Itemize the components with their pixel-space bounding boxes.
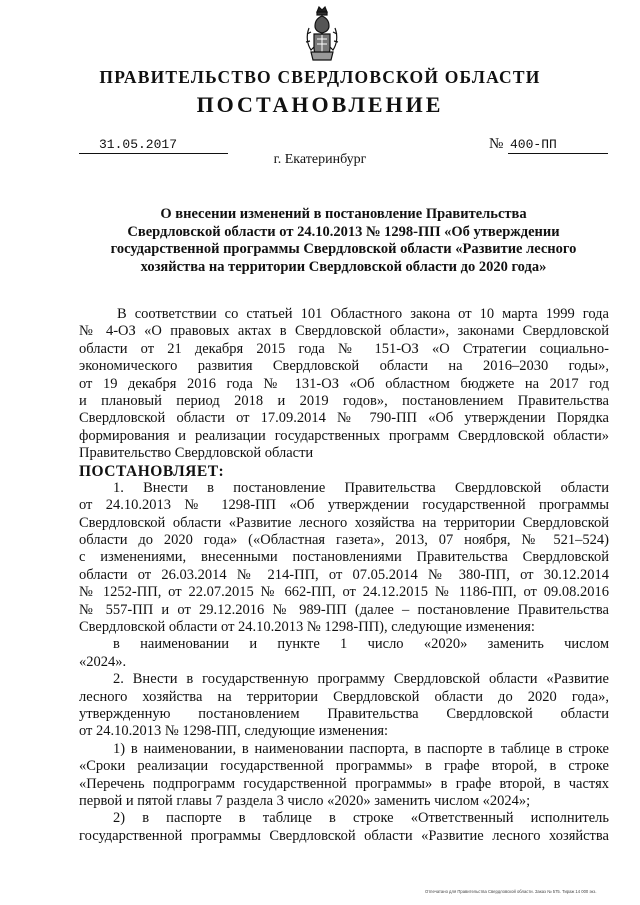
- resolution-heading: ПОСТАНОВЛЯЕТ:: [79, 462, 225, 480]
- body-line: «Сроки реализации государственной программы» в графе второй, в строке: [79, 758, 609, 775]
- city: г. Екатеринбург: [273, 152, 367, 167]
- body-line: Свердловской области «Развитие лесного хозяйства на территории Свердловской: [79, 514, 609, 531]
- body-line: первой и пятой главы 7 раздела 3 число «2020» заменить числом «2024»;: [79, 792, 531, 809]
- body-line: области от 21 декабря 2015 года № 151-ОЗ «О Стратегии социально-: [79, 340, 609, 357]
- title-line: О внесении изменений в постановление Правительства: [160, 206, 527, 222]
- title-line: Свердловской области от 24.10.2013 № 1298-ПП «Об утверждении: [127, 223, 560, 240]
- coat-of-arms-emblem: [303, 6, 341, 64]
- title-line: хозяйства на территории Свердловской области до 2020 года»: [140, 258, 547, 275]
- government-heading: ПРАВИТЕЛЬСТВО СВЕРДЛОВСКОЙ ОБЛАСТИ: [99, 67, 541, 87]
- print-footer: Отпечатано для Правительства Свердловской области. Заказ № 575. Тираж 14 000 экз.: [425, 889, 597, 894]
- title-line: государственной программы Свердловской области «Развитие лесного: [110, 241, 577, 257]
- number-label: №: [489, 136, 504, 152]
- body-line: области до 2020 года» («Областная газета», 2013, 07 ноября, № 521–524): [79, 532, 609, 549]
- body-line: 2) в паспорте в таблице в строке «Ответственный исполнитель: [113, 810, 609, 827]
- body-line: 1. Внести в постановление Правительства Свердловской области: [113, 479, 609, 496]
- body-line: в наименовании и пункте 1 число «2020» заменить числом: [113, 636, 609, 653]
- body-line: от 24.10.2013 № 1298-ПП, следующие изменения:: [79, 723, 389, 740]
- body-line: области от 26.03.2014 № 214-ПП, от 07.05.2014 № 380-ПП, от 30.12.2014: [79, 566, 609, 583]
- body-line: от 19 декабря 2016 года № 131-ОЗ «Об областном бюджете на 2017 год: [79, 375, 609, 392]
- body-line: Свердловской области от 17.09.2014 № 790-ПП «Об утверждении Порядка: [79, 410, 609, 427]
- body-line: «Перечень подпрограмм государственной программы» в графе второй, в частях: [79, 775, 609, 792]
- body-line: и плановый период 2018 и 2019 годов», постановлением Правительства: [79, 392, 609, 409]
- document-title: [80, 206, 607, 276]
- body-line: утвержденную постановлением Правительства Свердловской области: [79, 705, 609, 722]
- body-line: Правительство Свердловской области: [79, 445, 314, 462]
- body-line: 1) в наименовании, в наименовании паспорта, в паспорте в таблице в строке: [113, 740, 609, 757]
- body-line: Свердловской области от 24.10.2013 № 1298-ПП), следующие изменения:: [79, 619, 535, 636]
- document-date: 31.05.2017: [79, 137, 228, 154]
- body-line: «2024».: [79, 653, 127, 670]
- body-line: № 1252-ПП, от 22.07.2015 № 662-ПП, от 24.12.2015 № 1186-ПП, от 09.08.2016: [79, 584, 609, 601]
- body-line: лесного хозяйства на территории Свердловской области до 2020 года»,: [79, 688, 609, 705]
- document-number: 400-ПП: [508, 137, 608, 154]
- body-line: № 4-ОЗ «О правовых актах в Свердловской области», законами Свердловской: [79, 323, 609, 340]
- body-line: экономического развития Свердловской области на 2016–2030 годы»,: [79, 358, 609, 375]
- document-type: ПОСТАНОВЛЕНИЕ: [196, 92, 444, 117]
- document-body: [79, 306, 609, 845]
- body-line: № 557-ПП и от 29.12.2016 № 989-ПП (далее – постановление Правительства: [79, 601, 609, 618]
- body-line: от 24.10.2013 № 1298-ПП «Об утверждении государственной программы: [79, 497, 609, 514]
- body-line: В соответствии со статьей 101 Областного закона от 10 марта 1999 года: [117, 306, 609, 322]
- body-line: формирования и реализации государственных программ Свердловской области»: [79, 427, 609, 444]
- body-line: с изменениями, внесенными постановлениями Правительства Свердловской: [79, 549, 609, 566]
- body-line: 2. Внести в государственную программу Свердловской области «Развитие: [113, 671, 609, 688]
- body-line: государственной программы Свердловской области «Развитие лесного хозяйства: [79, 827, 609, 844]
